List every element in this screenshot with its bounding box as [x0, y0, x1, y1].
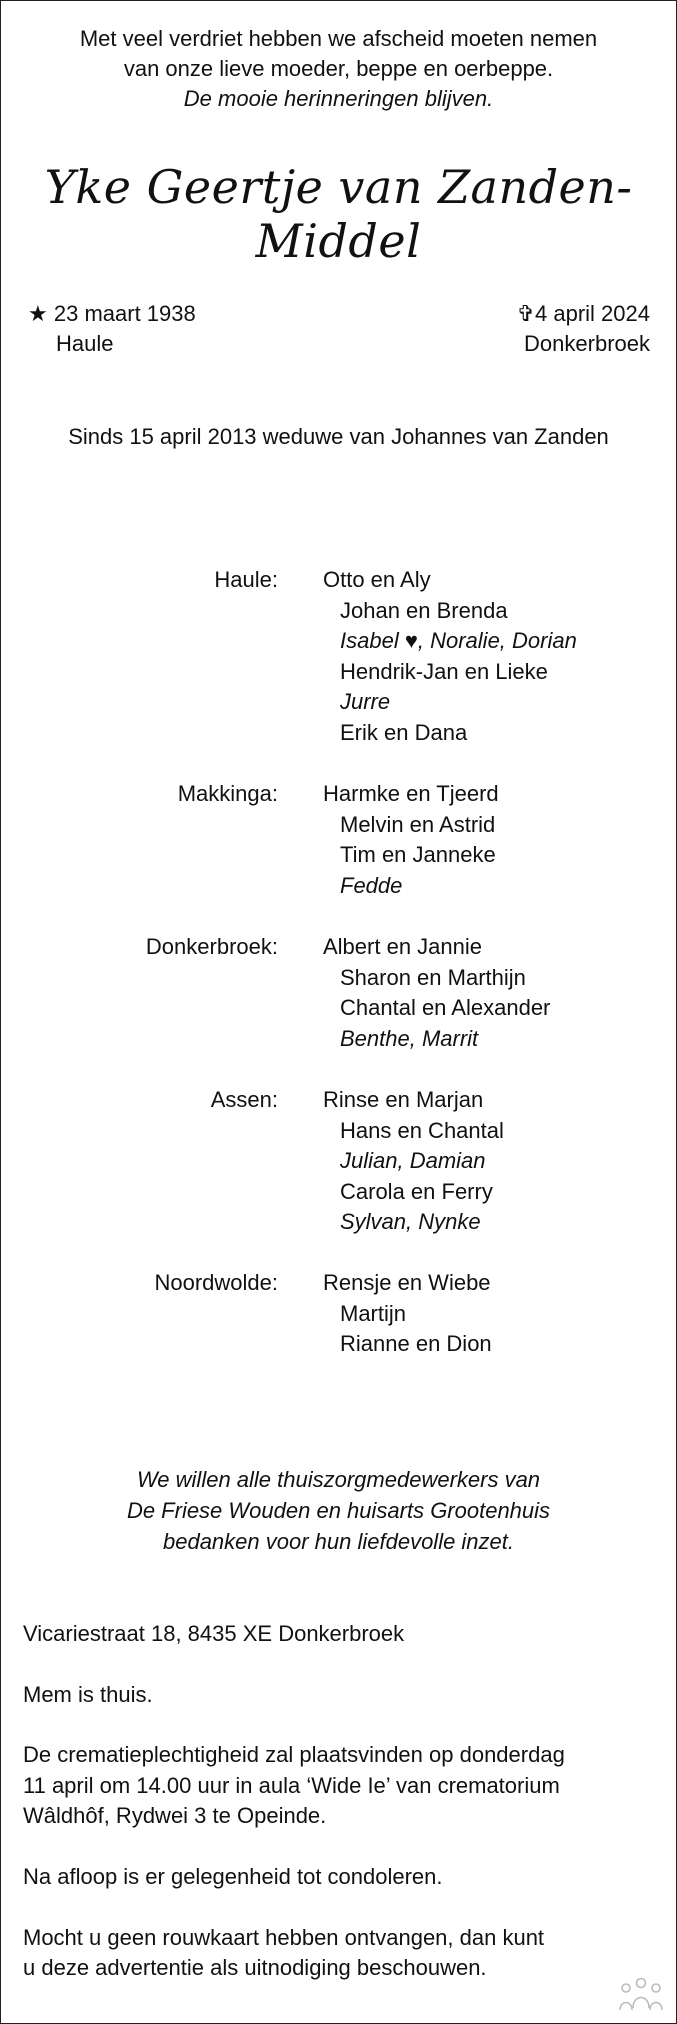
- birth-date-line: [28, 299, 196, 329]
- family-group-place: Assen:: [210, 1087, 278, 1112]
- family-member-grandchild: Erik en Dana: [340, 719, 468, 745]
- invitation-line-1: Mocht u geen rouwkaart hebben ontvangen, dan kunt: [23, 1925, 545, 1950]
- family-group-place: Noordwolde:: [154, 1270, 278, 1295]
- address: Vicariestraat 18, 8435 XE Donkerbroek: [23, 1621, 405, 1646]
- family-member-grandchild: Johan en Brenda: [340, 597, 508, 623]
- ceremony-line-3: Wâldhôf, Rydwei 3 te Opeinde.: [23, 1803, 327, 1828]
- intro-line-2: van onze lieve moeder, beppe en oerbeppe.: [123, 56, 554, 81]
- ceremony-line-2: 11 april om 14.00 uur in aula ‘Wide Ie’ van crematorium: [23, 1773, 560, 1798]
- family-member-child: Otto en Aly: [323, 567, 431, 592]
- family-member-grandchild: Hans en Chantal: [340, 1117, 504, 1143]
- family-member-grandchild: Hendrik-Jan en Lieke: [340, 658, 548, 684]
- family-member-child: Albert en Jannie: [323, 934, 482, 959]
- family-member-child: Harmke en Tjeerd: [323, 781, 499, 806]
- intro-line-1: Met veel verdriet hebben we afscheid moeten nemen: [79, 26, 598, 51]
- family-member-grandchild: Tim en Janneke: [340, 842, 496, 867]
- family-member-child: Rinse en Marjan: [323, 1087, 484, 1112]
- family-member-grandchild: Sylvan, Nynke: [340, 1209, 481, 1234]
- cross-icon: ✞: [516, 301, 536, 326]
- family-group-members: [323, 1268, 492, 1360]
- family-member-grandchild: Sharon en Marthijn: [340, 964, 526, 990]
- family-member-grandchild: Fedde: [340, 872, 403, 898]
- birth-place: Haule: [56, 331, 114, 356]
- star-icon: ★: [28, 301, 48, 326]
- family-member-grandchild: Isabel ♥, Noralie, Dorian: [340, 628, 577, 653]
- thanks-line-3: bedanken voor hun liefdevolle inzet.: [162, 1529, 515, 1554]
- family-group-members: [323, 779, 499, 901]
- family-member-grandchild: Carola en Ferry: [340, 1178, 493, 1204]
- family-group-members: [323, 932, 550, 1054]
- family-member-grandchild: Jurre: [340, 689, 391, 714]
- family-member-grandchild: Rianne en Dion: [340, 1331, 492, 1356]
- condolence-note: Na afloop is er gelegenheid tot condoleren.: [23, 1864, 443, 1889]
- family-group-members: [323, 565, 577, 748]
- ceremony-line-1: De crematieplechtigheid zal plaatsvinden op donderdag: [23, 1742, 565, 1767]
- family-group-place: Haule:: [214, 567, 278, 592]
- death-date-line: [517, 299, 650, 329]
- family-member-grandchild: Benthe, Marrit: [340, 1025, 479, 1051]
- intro-line-3: De mooie herinneringen blijven.: [183, 86, 494, 111]
- birth-date: 23 maart 1938: [53, 301, 196, 326]
- family-group-members: [323, 1085, 504, 1238]
- family-member-grandchild: Julian, Damian: [340, 1148, 486, 1173]
- family-member-grandchild: Melvin en Astrid: [340, 811, 496, 837]
- death-place: Donkerbroek: [524, 331, 650, 356]
- invitation-line-2: u deze advertentie als uitnodiging beschouwen.: [23, 1955, 487, 1980]
- home-note: Mem is thuis.: [23, 1682, 153, 1707]
- deceased-name: Yke Geertje van Zanden-Middel: [44, 160, 633, 268]
- family-member-grandchild: Martijn: [340, 1300, 407, 1326]
- widow-line: Sinds 15 april 2013 weduwe van Johannes van Zanden: [68, 424, 609, 449]
- family-member-child: Rensje en Wiebe: [323, 1270, 491, 1295]
- family-group-place: Makkinga:: [177, 781, 278, 806]
- family-member-grandchild: Chantal en Alexander: [340, 995, 551, 1020]
- death-date: 4 april 2024: [535, 301, 650, 326]
- thanks-line-1: We willen alle thuiszorgmedewerkers van: [136, 1467, 541, 1492]
- family-group-place: Donkerbroek:: [145, 934, 278, 959]
- family-people-icon: [618, 1976, 664, 2016]
- thanks-line-2: De Friese Wouden en huisarts Grootenhuis: [126, 1498, 551, 1523]
